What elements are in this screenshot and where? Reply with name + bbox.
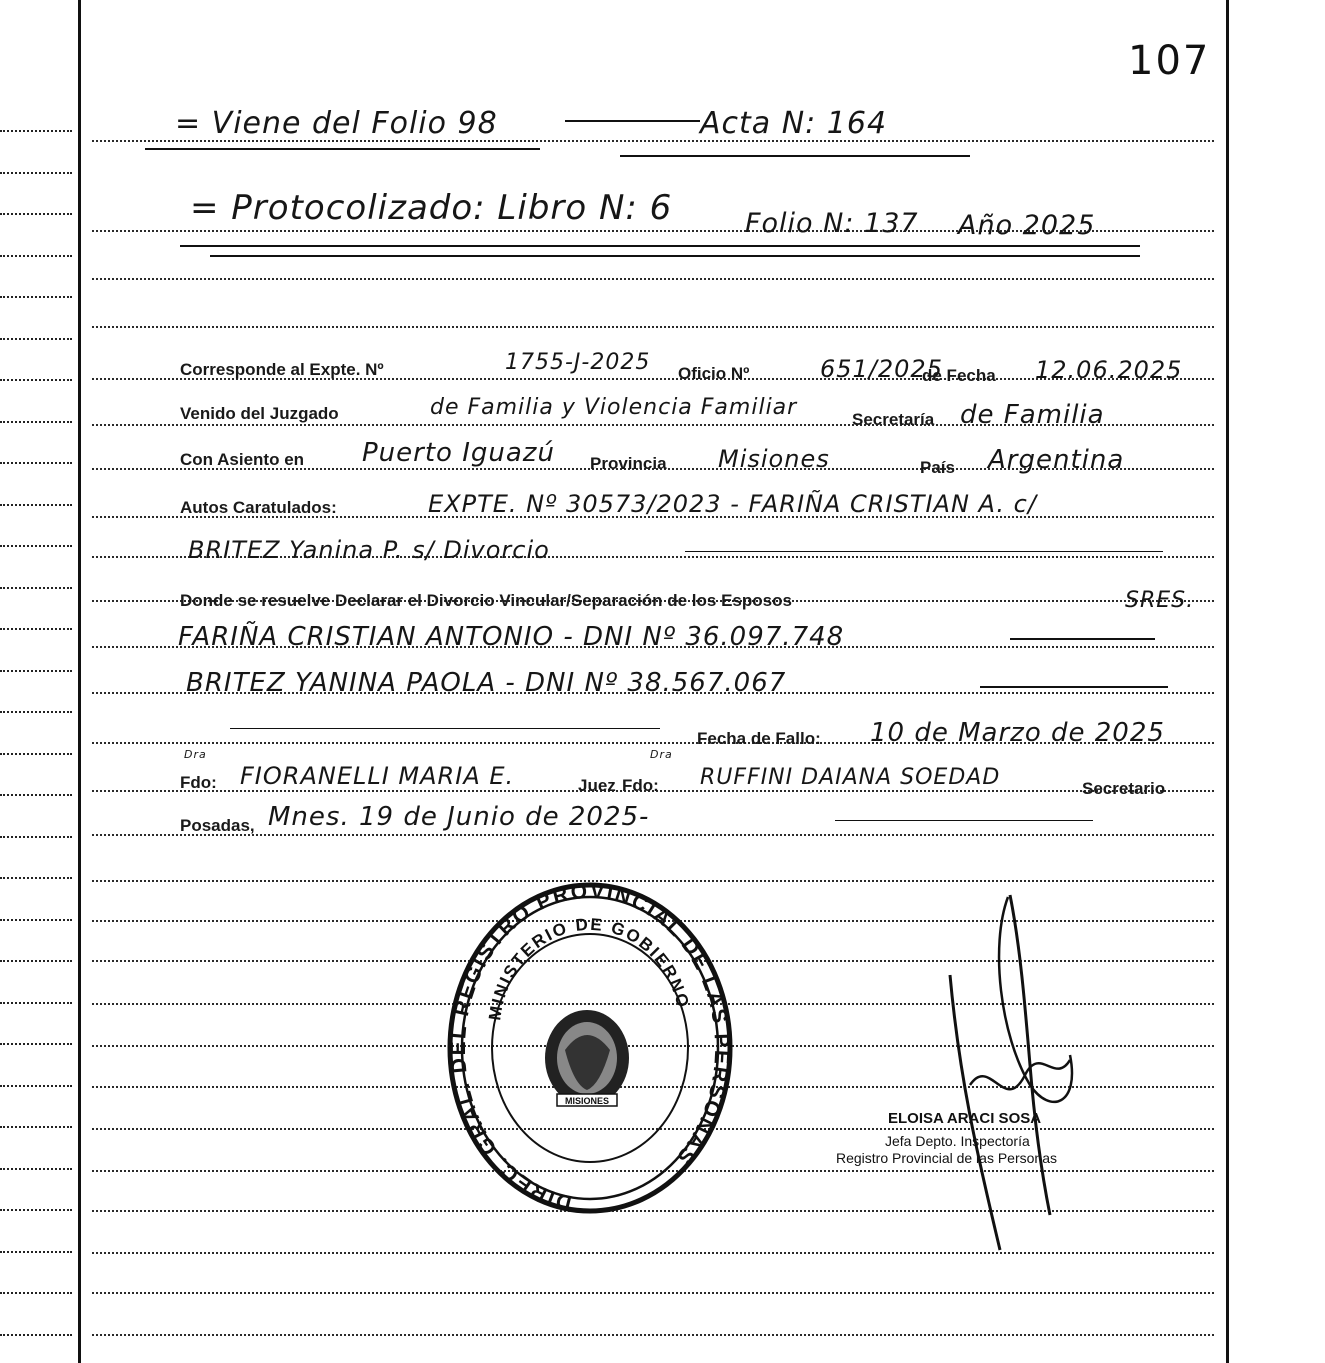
margin-line [78,0,81,1363]
handwritten-signature [930,885,1090,1255]
margin-dotted-rule [0,877,72,879]
margin-dotted-rule [0,919,72,921]
dash-line [565,120,700,122]
fill-line [685,551,1163,552]
esposo2: BRITEZ YANINA PAOLA - DNI Nº 38.567.067 [186,668,787,698]
juez-label: Juez [578,776,616,795]
page-number: 107 [1128,38,1211,84]
margin-dotted-rule [0,462,72,464]
protocolizado-libro: = Protocolizado: Libro N: 6 [190,188,673,228]
margin-dotted-rule [0,296,72,298]
juez-name: FIORANELLI MARIA E. [240,762,515,790]
oficio-label: Oficio Nº [678,364,750,383]
dotted-rule [92,1292,1214,1294]
fecha-value: 12.06.2025 [1035,356,1183,384]
margin-dotted-rule [0,379,72,381]
margin-dotted-rule [0,1251,72,1253]
fill-line [1010,638,1155,640]
esposos-prefix: SRES. [1125,588,1195,613]
dotted-rule [92,278,1214,280]
posadas-label: Posadas, [180,816,255,835]
viene-del-folio: = Viene del Folio 98 [175,106,498,141]
margin-dotted-rule [0,587,72,589]
dotted-rule [92,326,1214,328]
margin-dotted-rule [0,753,72,755]
esposo1: FARIÑA CRISTIAN ANTONIO - DNI Nº 36.097.748 [178,622,845,652]
expte-value: 1755-J-2025 [505,350,651,375]
margin-dotted-rule [0,670,72,672]
secretaria-value: de Familia [960,400,1105,430]
margin-dotted-rule [0,1043,72,1045]
seal-center-text: MISIONES [564,1096,610,1106]
fill-line [980,686,1168,688]
underline [180,245,1140,247]
secretario-label: Secretario [1082,779,1166,798]
acta-number: Acta N: 164 [700,106,888,141]
margin-dotted-rule [0,794,72,796]
oficio-value: 651/2025 [820,355,943,383]
fallo-value: 10 de Marzo de 2025 [870,718,1165,748]
margin-dotted-rule [0,960,72,962]
signatory-role: Jefa Depto. Inspectoría [885,1133,1030,1149]
seal-inner-text: MINISTERIO DE GOBIERNO [485,914,693,1022]
right-border-line [1226,0,1229,1363]
margin-dotted-rule [0,1085,72,1087]
margin-dotted-rule [0,421,72,423]
margin-dotted-rule [0,213,72,215]
signatory-office: Registro Provincial de las Personas [836,1150,1057,1166]
year: Año 2025 [958,210,1096,241]
fdo-label-1: Fdo: [180,773,217,792]
margin-dotted-rule [0,1292,72,1294]
dotted-rule [92,1334,1214,1336]
margin-dotted-rule [0,1002,72,1004]
dra-prefix-2: Dra [650,748,673,761]
fecha-label: de Fecha [922,366,996,385]
official-seal [440,880,740,1220]
juzgado-value: de Familia y Violencia Familiar [430,395,798,420]
margin-dotted-rule [0,1209,72,1211]
pais-label: País [920,458,955,477]
autos-line2: BRITEZ Yanina P. s/ Divorcio [188,536,550,564]
margin-dotted-rule [0,545,72,547]
autos-line1: EXPTE. Nº 30573/2023 - FARIÑA CRISTIAN A. c/ [428,490,1037,518]
margin-dotted-rule [0,1126,72,1128]
margin-dotted-rule [0,836,72,838]
seal-outer-text: DIREC. GRAL. DEL REGISTRO PROVINCIAL DE LAS PERSONAS [447,880,734,1215]
margin-dotted-rule [0,628,72,630]
margin-dotted-rule [0,130,72,132]
underline [620,155,970,157]
margin-dotted-rule [0,1334,72,1336]
underline [145,148,540,150]
fallo-label: Fecha de Fallo: [697,729,821,748]
secretaria-label: Secretaría [852,410,935,429]
margin-dotted-rule [0,255,72,257]
asiento-label: Con Asiento en [180,450,305,469]
venido-label: Venido del Juzgado [180,404,339,423]
posadas-value: Mnes. 19 de Junio de 2025- [268,802,650,832]
coat-of-arms-icon [545,1010,629,1106]
secretario-name: RUFFINI DAIANA SOEDAD [700,765,1001,790]
margin-dotted-rule [0,711,72,713]
provincia-label: Provincia [590,454,667,473]
dotted-rule [92,834,1214,836]
autos-label: Autos Caratulados: [180,498,337,517]
provincia-value: Misiones [718,445,830,473]
fill-line [835,820,1093,821]
underline [210,255,1140,257]
donde-label: Donde se resuelve Declarar el Divorcio Vincular/Separación de los Esposos [180,591,792,610]
margin-dotted-rule [0,338,72,340]
signatory-name: ELOISA ARACI SOSA [888,1110,1042,1127]
pais-value: Argentina [988,445,1125,475]
margin-dotted-rule [0,504,72,506]
dra-prefix-1: Dra [184,748,207,761]
fdo-label-2: Fdo: [622,776,659,795]
corresponde-label: Corresponde al Expte. Nº [180,360,384,379]
asiento-value: Puerto Iguazú [362,438,555,468]
folio-number: Folio N: 137 [745,208,919,239]
fill-line [230,728,660,729]
margin-dotted-rule [0,1168,72,1170]
margin-dotted-rule [0,172,72,174]
